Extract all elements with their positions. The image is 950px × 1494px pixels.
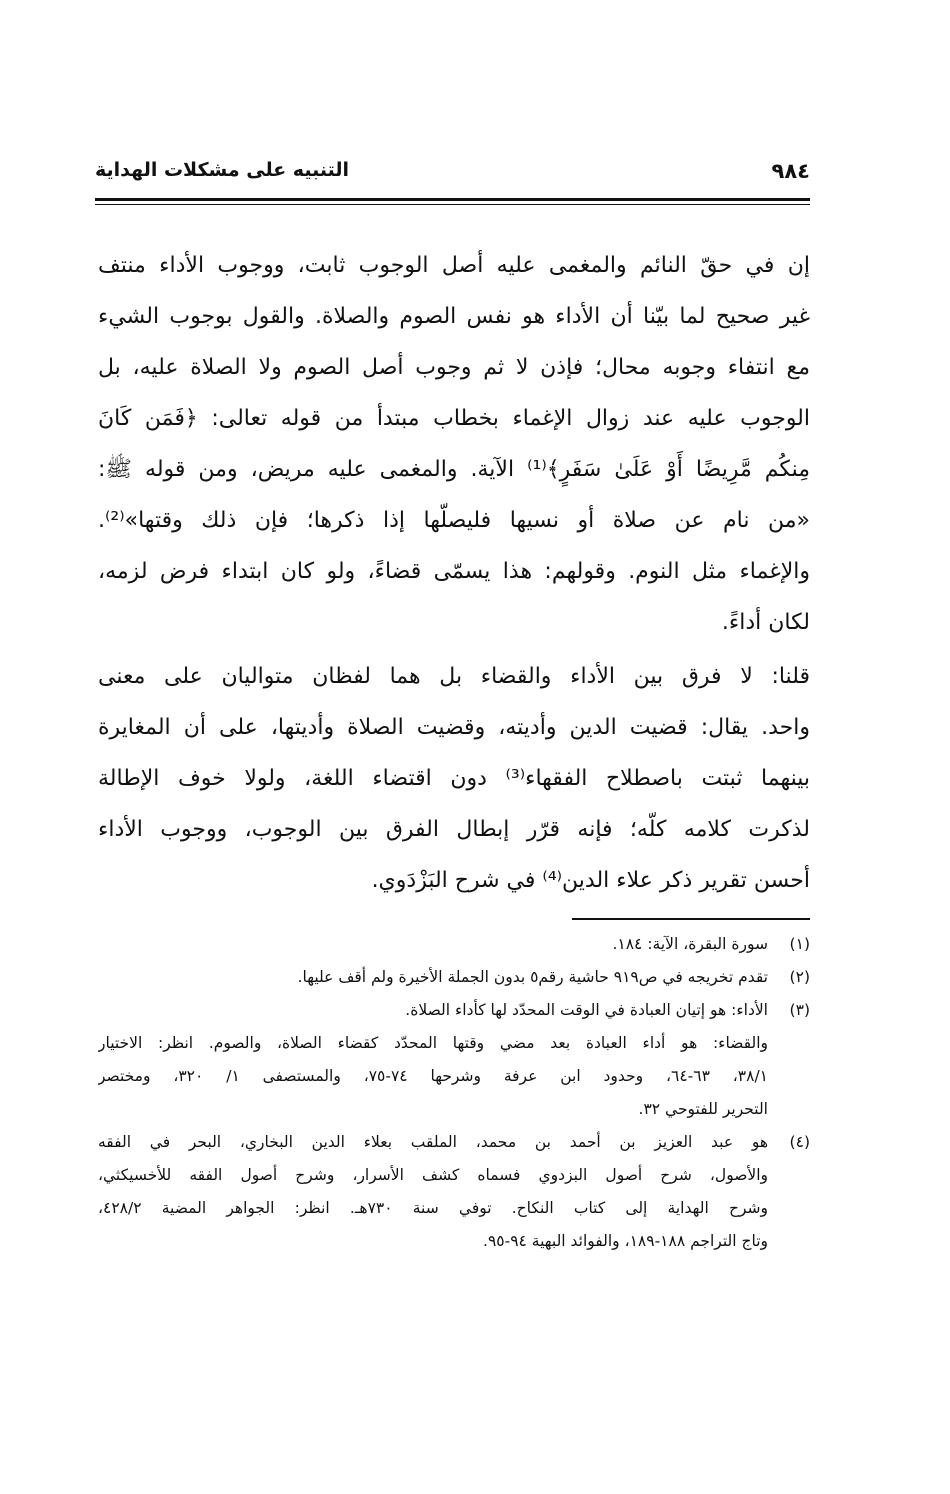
footnote-text: سورة البقرة، الآية: ١٨٤.	[612, 935, 768, 953]
footnote-2	[98, 961, 810, 994]
text-line: إن في حقّ النائم والمغمى عليه أصل الوجوب ثابت، ووجوب الأداء منتف	[98, 253, 810, 278]
footnote-text: وشرح الهداية إلى كتاب النكاح. توفي سنة ٧٣٠هـ. انظر: الجواهر المضية ٤٢٨/٢،	[98, 1199, 768, 1217]
footnotes	[98, 928, 810, 1258]
footnote-number: (٤)	[789, 1133, 810, 1151]
paragraph-2	[98, 651, 810, 906]
footnote-text: وتاج التراجم ١٨٨-١٨٩، والفوائد البهية ٩٤-٩٥.	[483, 1232, 768, 1250]
footnote-text: تقدم تخريجه في ص٩١٩ حاشية رقم٥ بدون الجملة الأخيرة ولم أقف عليها.	[297, 968, 768, 986]
header-rule-thin	[95, 204, 810, 205]
text-line: أحسن تقرير ذكر علاء الدين⁽⁴⁾ في شرح البَزْدَوي.	[371, 868, 810, 893]
running-title: التنبيه على مشكلات الهداية	[95, 159, 349, 181]
running-header	[95, 155, 810, 195]
paragraph-1	[98, 240, 810, 648]
text-line: واحد. يقال: قضيت الدين وأديته، وقضيت الصلاة وأديتها، على أن المغايرة	[98, 715, 810, 740]
footnote-4	[98, 1126, 810, 1258]
footnote-text: التحرير للفتوحي ٣٢.	[638, 1100, 768, 1118]
footnote-1	[98, 928, 810, 961]
footnote-text: الأداء: هو إتيان العبادة في الوقت المحدّد لها كأداء الصلاة.	[405, 1001, 768, 1019]
text-line: قلنا: لا فرق بين الأداء والقضاء بل هما لفظان متواليان على معنى	[98, 664, 810, 689]
footnote-text: والقضاء: هو أداء العبادة بعد مضي وقتها المحدّد كقضاء الصلاة، والصوم. انظر: الاختيار	[98, 1034, 768, 1052]
footnote-text: هو عبد العزيز بن أحمد بن محمد، الملقب بعلاء الدين البخاري، البحر في الفقه	[98, 1133, 768, 1151]
footnote-text: والأصول، شرح أصول البزدوي فسماه كشف الأسرار، وشرح أصول الفقه للأخسيكثي،	[98, 1166, 768, 1184]
header-rule-thick	[95, 198, 810, 201]
footnote-separator	[572, 918, 810, 920]
text-line: «من نام عن صلاة أو نسيها فليصلّها إذا ذكرها؛ فإن ذلك وقتها»⁽²⁾.	[98, 508, 810, 533]
text-line: الوجوب عليه عند زوال الإغماء بخطاب مبتدأ من قوله تعالى: ﴿فَمَن كَانَ	[98, 406, 810, 431]
text-line: مِنكُم مَّرِيضًا أَوْ عَلَىٰ سَفَرٍ﴾⁽¹⁾ الآية. والمغمى عليه مريض، ومن قوله ﷺ:	[98, 457, 810, 482]
text-line: لذكرت كلامه كلّه؛ فإنه قرّر إبطال الفرق بين الوجوب، ووجوب الأداء	[98, 817, 810, 842]
text-line: مع انتفاء وجوبه محال؛ فإذن لا ثم وجوب أصل الصوم ولا الصلاة عليه، بل	[98, 355, 810, 380]
footnote-number: (١)	[789, 935, 810, 953]
footnote-3	[98, 994, 810, 1126]
text-line: لكان أداءً.	[721, 610, 810, 635]
text-line: والإغماء مثل النوم. وقولهم: هذا يسمّى قضاءً، ولو كان ابتداء فرض لزمه،	[98, 559, 810, 584]
footnote-number: (٢)	[789, 968, 810, 986]
text-line: بينهما ثبتت باصطلاح الفقهاء⁽³⁾ دون اقتضاء اللغة، ولولا خوف الإطالة	[98, 766, 810, 791]
page-number: ٩٨٤	[771, 159, 810, 183]
footnote-continuation	[98, 1027, 768, 1126]
text-line: غير صحيح لما بيّنا أن الأداء هو نفس الصوم والصلاة. والقول بوجوب الشيء	[98, 304, 810, 329]
footnote-number: (٣)	[789, 1001, 810, 1019]
footnote-text: ٣٨/١، ٦٣-٦٤، وحدود ابن عرفة وشرحها ٧٤-٧٥، والمستصفى ١/ ٣٢٠، ومختصر	[98, 1067, 768, 1085]
